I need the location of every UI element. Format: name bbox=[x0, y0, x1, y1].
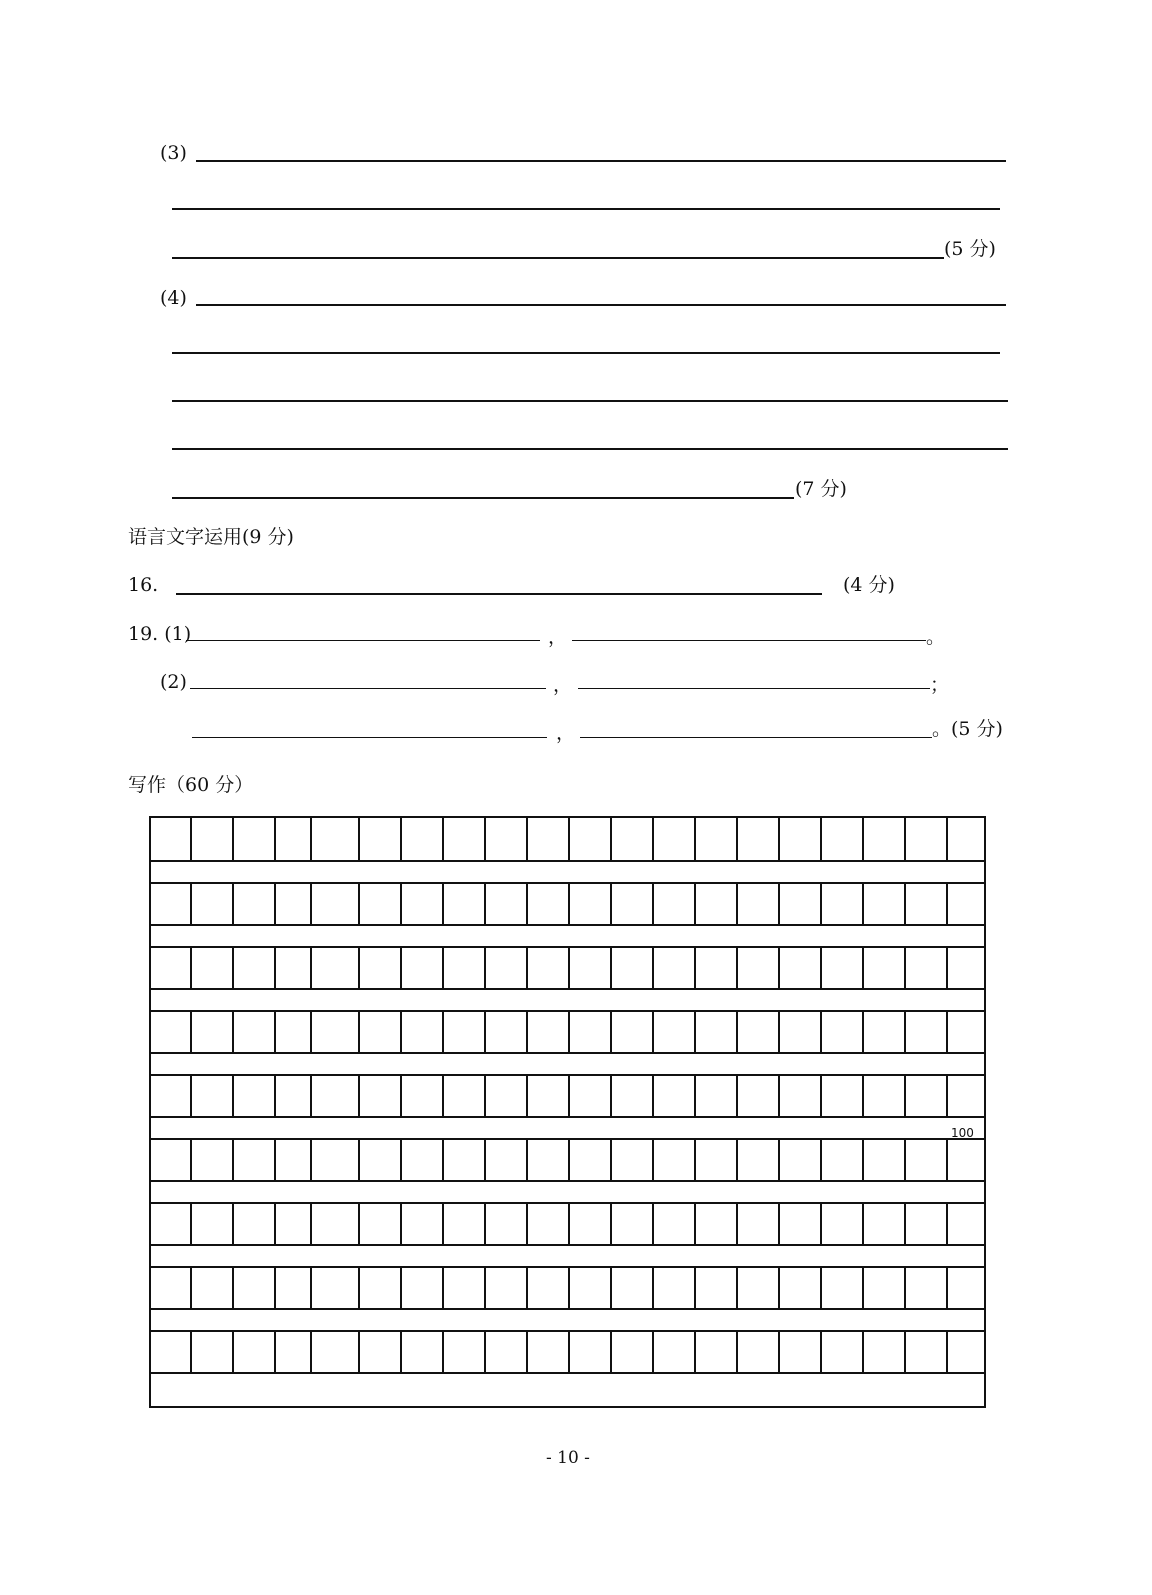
grid-cell-divider bbox=[442, 1202, 444, 1244]
grid-cell-divider bbox=[190, 1330, 192, 1372]
grid-cell-divider bbox=[190, 882, 192, 924]
q19-1-blank-a[interactable] bbox=[186, 640, 540, 641]
grid-cell-divider bbox=[526, 1330, 528, 1372]
grid-cell-divider bbox=[358, 818, 360, 860]
grid-cell-divider bbox=[694, 1074, 696, 1116]
grid-row-spacer bbox=[151, 1118, 984, 1140]
grid-cell-divider bbox=[694, 1330, 696, 1372]
grid-cell-divider bbox=[568, 882, 570, 924]
grid-cell-divider bbox=[358, 1010, 360, 1052]
grid-cell-divider bbox=[652, 1330, 654, 1372]
grid-cell-divider bbox=[526, 946, 528, 988]
grid-cell-divider bbox=[778, 1010, 780, 1052]
grid-cell-divider bbox=[442, 1330, 444, 1372]
grid-cell-divider bbox=[904, 1074, 906, 1116]
grid-cell-divider bbox=[526, 882, 528, 924]
grid-cell-divider bbox=[484, 1330, 486, 1372]
grid-cell-divider bbox=[484, 1138, 486, 1180]
grid-cell-divider bbox=[526, 1138, 528, 1180]
grid-cell-divider bbox=[904, 1266, 906, 1308]
q16-score: (4 分) bbox=[843, 574, 895, 596]
grid-cell-divider bbox=[778, 1074, 780, 1116]
grid-cell-divider bbox=[526, 1074, 528, 1116]
grid-cell-divider bbox=[568, 1330, 570, 1372]
grid-cell-divider bbox=[736, 1330, 738, 1372]
grid-cell-divider bbox=[400, 882, 402, 924]
q19-2-blank-b[interactable] bbox=[578, 688, 930, 689]
grid-cell-divider bbox=[310, 818, 312, 860]
grid-row-spacer bbox=[151, 1182, 984, 1204]
grid-cell-divider bbox=[610, 1074, 612, 1116]
grid-cell-divider bbox=[610, 882, 612, 924]
grid-cell-divider bbox=[694, 818, 696, 860]
q19-score: 。(5 分) bbox=[932, 718, 1003, 740]
grid-cell-divider bbox=[862, 1266, 864, 1308]
grid-cell-divider bbox=[904, 1202, 906, 1244]
grid-cell-divider bbox=[484, 1266, 486, 1308]
grid-cell-divider bbox=[904, 946, 906, 988]
grid-cell-divider bbox=[358, 1138, 360, 1180]
q19-2-blank-c[interactable] bbox=[192, 737, 547, 738]
q19-1-period: 。 bbox=[926, 626, 946, 648]
grid-row-spacer bbox=[151, 1054, 984, 1076]
grid-cell-divider bbox=[358, 1266, 360, 1308]
grid-cell-divider bbox=[778, 1266, 780, 1308]
grid-cell-divider bbox=[274, 1138, 276, 1180]
grid-cell-divider bbox=[946, 882, 948, 924]
grid-cell-divider bbox=[568, 1202, 570, 1244]
grid-cell-divider bbox=[442, 1266, 444, 1308]
grid-cell-divider bbox=[568, 1266, 570, 1308]
grid-cell-divider bbox=[274, 1010, 276, 1052]
grid-cell-divider bbox=[694, 882, 696, 924]
grid-cell-divider bbox=[610, 1010, 612, 1052]
grid-cell-divider bbox=[310, 1330, 312, 1372]
grid-cell-divider bbox=[232, 1010, 234, 1052]
grid-cell-divider bbox=[232, 1074, 234, 1116]
grid-cell-divider bbox=[400, 1330, 402, 1372]
grid-row-spacer bbox=[151, 926, 984, 948]
grid-cell-divider bbox=[310, 1266, 312, 1308]
grid-cell-divider bbox=[310, 1138, 312, 1180]
grid-cell-divider bbox=[358, 1330, 360, 1372]
grid-cell-divider bbox=[736, 882, 738, 924]
grid-cell-divider bbox=[400, 946, 402, 988]
grid-cell-divider bbox=[526, 818, 528, 860]
grid-cell-divider bbox=[190, 1010, 192, 1052]
q19-2-blank-a[interactable] bbox=[190, 688, 546, 689]
grid-cell-divider bbox=[904, 818, 906, 860]
grid-cell-divider bbox=[484, 1074, 486, 1116]
q19-2-blank-d[interactable] bbox=[580, 737, 932, 738]
q4-label: (4) bbox=[160, 287, 187, 309]
grid-cell-divider bbox=[568, 818, 570, 860]
q19-2-comma: ， bbox=[553, 674, 573, 696]
grid-cell-divider bbox=[274, 1074, 276, 1116]
grid-cell-divider bbox=[310, 1074, 312, 1116]
grid-cell-divider bbox=[652, 1010, 654, 1052]
grid-cell-divider bbox=[610, 818, 612, 860]
grid-cell-divider bbox=[736, 1074, 738, 1116]
q3-answer-line-1[interactable] bbox=[196, 160, 1006, 162]
q19-2-semicolon: ； bbox=[930, 674, 950, 696]
grid-cell-divider bbox=[610, 1266, 612, 1308]
grid-cell-divider bbox=[820, 1330, 822, 1372]
grid-row-spacer bbox=[151, 862, 984, 884]
grid-cell-divider bbox=[526, 1266, 528, 1308]
grid-cell-divider bbox=[820, 1074, 822, 1116]
grid-cell-divider bbox=[610, 1138, 612, 1180]
q3-answer-line-3[interactable] bbox=[172, 257, 944, 259]
grid-cell-divider bbox=[568, 1138, 570, 1180]
grid-cell-divider bbox=[610, 1330, 612, 1372]
q3-label: (3) bbox=[160, 142, 187, 164]
grid-cell-divider bbox=[778, 818, 780, 860]
grid-cell-divider bbox=[484, 946, 486, 988]
grid-cell-divider bbox=[736, 818, 738, 860]
q16-label: 16. bbox=[128, 574, 159, 596]
grid-cell-divider bbox=[946, 1266, 948, 1308]
grid-cell-divider bbox=[232, 1138, 234, 1180]
grid-cell-divider bbox=[274, 1202, 276, 1244]
grid-cell-divider bbox=[820, 1138, 822, 1180]
grid-cell-divider bbox=[358, 1202, 360, 1244]
grid-cell-divider bbox=[274, 1330, 276, 1372]
grid-cell-divider bbox=[442, 1138, 444, 1180]
grid-cell-divider bbox=[778, 1138, 780, 1180]
grid-row-spacer bbox=[151, 990, 984, 1012]
grid-cell-divider bbox=[610, 946, 612, 988]
grid-cell-divider bbox=[568, 1074, 570, 1116]
grid-cell-divider bbox=[820, 882, 822, 924]
grid-cell-divider bbox=[190, 1266, 192, 1308]
grid-cell-divider bbox=[904, 1330, 906, 1372]
grid-cell-divider bbox=[778, 946, 780, 988]
q19-1-blank-b[interactable] bbox=[572, 640, 926, 641]
grid-cell-divider bbox=[310, 882, 312, 924]
grid-cell-divider bbox=[484, 1010, 486, 1052]
grid-cell-divider bbox=[232, 1330, 234, 1372]
grid-cell-divider bbox=[820, 1202, 822, 1244]
grid-cell-divider bbox=[442, 818, 444, 860]
grid-cell-divider bbox=[694, 1202, 696, 1244]
word-count-marker: 100 bbox=[951, 1126, 974, 1140]
grid-cell-divider bbox=[484, 1202, 486, 1244]
grid-cell-divider bbox=[904, 882, 906, 924]
grid-cell-divider bbox=[232, 1202, 234, 1244]
grid-cell-divider bbox=[694, 1010, 696, 1052]
grid-cell-divider bbox=[358, 946, 360, 988]
grid-cell-divider bbox=[400, 1074, 402, 1116]
grid-cell-divider bbox=[190, 1138, 192, 1180]
grid-cell-divider bbox=[484, 818, 486, 860]
grid-cell-divider bbox=[946, 946, 948, 988]
grid-cell-divider bbox=[820, 946, 822, 988]
q19-label-2: (2) bbox=[160, 671, 187, 693]
grid-cell-divider bbox=[904, 1010, 906, 1052]
grid-cell-divider bbox=[736, 946, 738, 988]
grid-cell-divider bbox=[274, 946, 276, 988]
grid-cell-divider bbox=[652, 882, 654, 924]
grid-cell-divider bbox=[652, 1138, 654, 1180]
grid-cell-divider bbox=[694, 1138, 696, 1180]
page-number: - 10 - bbox=[546, 1448, 590, 1468]
grid-cell-divider bbox=[274, 818, 276, 860]
grid-cell-divider bbox=[190, 818, 192, 860]
grid-cell-divider bbox=[946, 1202, 948, 1244]
grid-cell-divider bbox=[310, 1010, 312, 1052]
grid-cell-divider bbox=[694, 1266, 696, 1308]
q4-answer-line-1[interactable] bbox=[196, 304, 1006, 306]
grid-cell-divider bbox=[400, 1138, 402, 1180]
q4-answer-line-4[interactable] bbox=[172, 448, 1008, 450]
grid-cell-divider bbox=[358, 1074, 360, 1116]
grid-cell-divider bbox=[274, 882, 276, 924]
grid-cell-divider bbox=[820, 1266, 822, 1308]
grid-cell-divider bbox=[442, 882, 444, 924]
q19-2-comma-2: ， bbox=[556, 722, 576, 744]
grid-cell-divider bbox=[232, 818, 234, 860]
grid-cell-divider bbox=[232, 946, 234, 988]
grid-cell-divider bbox=[442, 946, 444, 988]
q3-score: (5 分) bbox=[944, 238, 996, 260]
grid-cell-divider bbox=[400, 1266, 402, 1308]
q16-answer-line[interactable] bbox=[176, 593, 822, 595]
grid-cell-divider bbox=[736, 1138, 738, 1180]
grid-cell-divider bbox=[652, 1074, 654, 1116]
grid-row-spacer bbox=[151, 1246, 984, 1268]
grid-cell-divider bbox=[862, 1074, 864, 1116]
grid-cell-divider bbox=[946, 1330, 948, 1372]
grid-cell-divider bbox=[232, 882, 234, 924]
grid-cell-divider bbox=[526, 1202, 528, 1244]
grid-cell-divider bbox=[946, 818, 948, 860]
q4-answer-line-5[interactable] bbox=[172, 497, 794, 499]
grid-cell-divider bbox=[400, 1202, 402, 1244]
grid-cell-divider bbox=[946, 1074, 948, 1116]
q4-answer-line-3[interactable] bbox=[172, 400, 1008, 402]
grid-cell-divider bbox=[820, 1010, 822, 1052]
grid-cell-divider bbox=[652, 818, 654, 860]
grid-cell-divider bbox=[778, 1330, 780, 1372]
grid-cell-divider bbox=[946, 1010, 948, 1052]
grid-cell-divider bbox=[862, 1330, 864, 1372]
grid-cell-divider bbox=[442, 1010, 444, 1052]
grid-cell-divider bbox=[862, 882, 864, 924]
grid-cell-divider bbox=[358, 882, 360, 924]
grid-cell-divider bbox=[400, 1010, 402, 1052]
grid-cell-divider bbox=[946, 1138, 948, 1180]
section-language-heading: 语言文字运用(9 分) bbox=[128, 526, 294, 548]
grid-cell-divider bbox=[400, 818, 402, 860]
grid-cell-divider bbox=[862, 1010, 864, 1052]
grid-cell-divider bbox=[736, 1010, 738, 1052]
grid-cell-divider bbox=[904, 1138, 906, 1180]
grid-row-spacer bbox=[151, 1310, 984, 1332]
grid-cell-divider bbox=[778, 1202, 780, 1244]
q4-answer-line-2[interactable] bbox=[172, 352, 1000, 354]
grid-cell-divider bbox=[442, 1074, 444, 1116]
grid-cell-divider bbox=[736, 1202, 738, 1244]
grid-cell-divider bbox=[820, 818, 822, 860]
grid-cell-divider bbox=[862, 1138, 864, 1180]
grid-cell-divider bbox=[274, 1266, 276, 1308]
grid-cell-divider bbox=[526, 1010, 528, 1052]
grid-cell-divider bbox=[310, 946, 312, 988]
grid-cell-divider bbox=[694, 946, 696, 988]
grid-cell-divider bbox=[232, 1266, 234, 1308]
grid-cell-divider bbox=[484, 882, 486, 924]
grid-cell-divider bbox=[862, 946, 864, 988]
grid-cell-divider bbox=[190, 946, 192, 988]
grid-cell-divider bbox=[736, 1266, 738, 1308]
composition-grid[interactable] bbox=[149, 816, 986, 1408]
section-writing-heading: 写作（60 分） bbox=[128, 774, 254, 796]
grid-cell-divider bbox=[190, 1074, 192, 1116]
grid-cell-divider bbox=[652, 1266, 654, 1308]
grid-cell-divider bbox=[862, 818, 864, 860]
grid-cell-divider bbox=[610, 1202, 612, 1244]
grid-cell-divider bbox=[310, 1202, 312, 1244]
grid-cell-divider bbox=[568, 1010, 570, 1052]
q19-label-1: 19. (1) bbox=[128, 623, 192, 645]
grid-cell-divider bbox=[652, 1202, 654, 1244]
grid-cell-divider bbox=[568, 946, 570, 988]
grid-cell-divider bbox=[652, 946, 654, 988]
q3-answer-line-2[interactable] bbox=[172, 208, 1000, 210]
grid-cell-divider bbox=[862, 1202, 864, 1244]
grid-cell-divider bbox=[190, 1202, 192, 1244]
q19-1-comma: ， bbox=[548, 626, 568, 648]
q4-score: (7 分) bbox=[795, 478, 847, 500]
grid-cell-divider bbox=[778, 882, 780, 924]
